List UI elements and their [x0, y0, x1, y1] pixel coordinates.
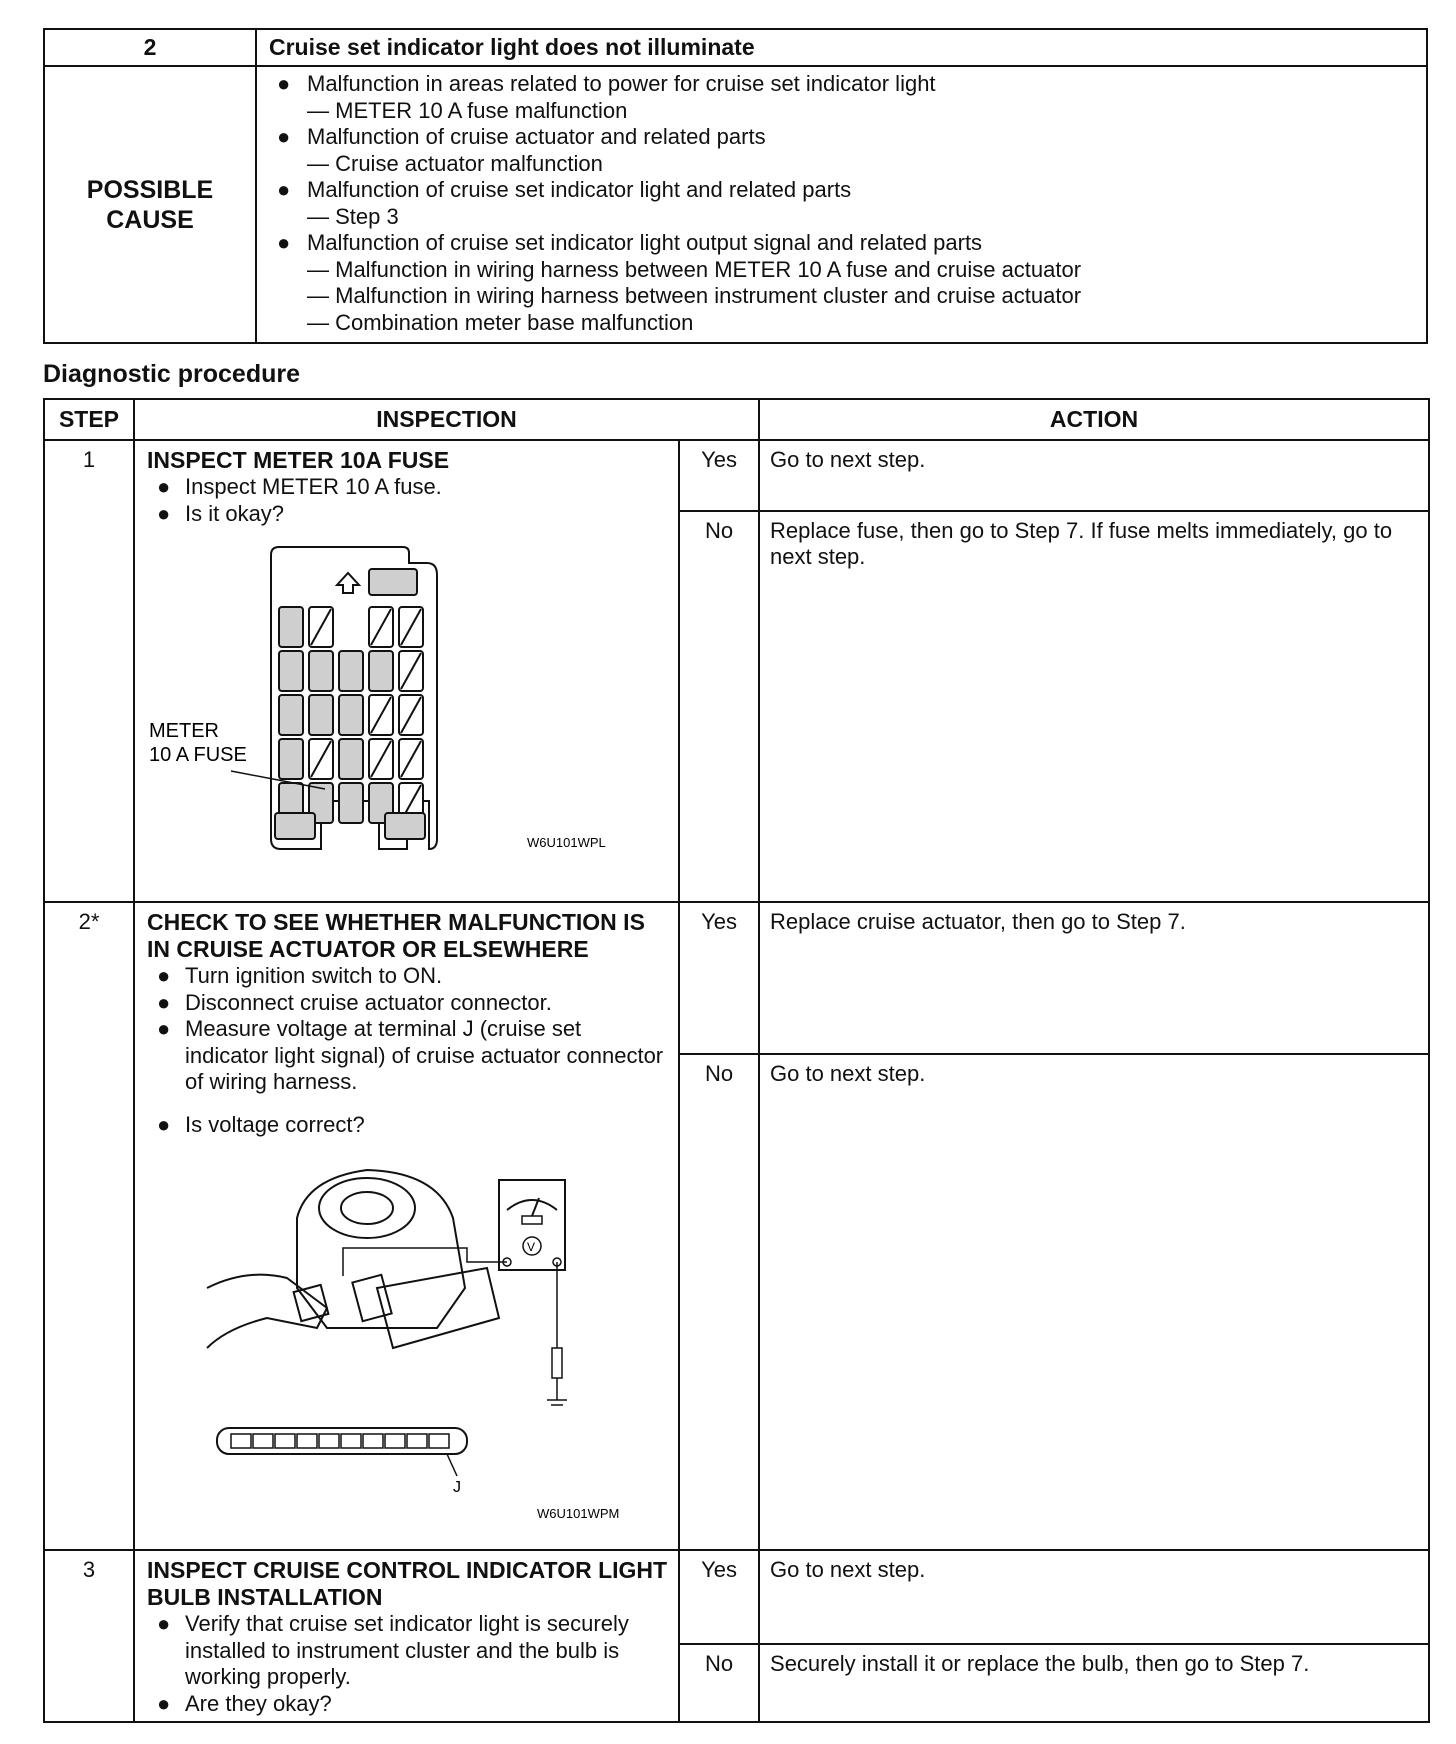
- inspection-bullet: ● Are they okay?: [157, 1690, 332, 1716]
- inspection-bullet: ● Inspect METER 10 A fuse.: [157, 474, 442, 499]
- action-header: ACTION: [759, 399, 1429, 440]
- cause-item: ● Malfunction of cruise set indicator light output signal and related parts: [277, 230, 983, 255]
- terminal-label: J: [453, 1479, 461, 1496]
- no-label: No: [679, 1644, 759, 1722]
- yes-action: Go to next step.: [759, 1550, 1429, 1644]
- fuse: [339, 651, 363, 691]
- cause-item: ● Malfunction in areas related to power for cruise set indicator light: [277, 71, 936, 96]
- yes-action: Go to next step.: [759, 440, 1429, 511]
- fuse: [339, 739, 363, 779]
- connector-terminal: [363, 1434, 383, 1448]
- yes-action: Replace cruise actuator, then go to Step 7.: [759, 902, 1429, 1054]
- inspection-bullet: ● Verify that cruise set indicator light is securely installed to instrument cluster and the bulb is working properly.: [157, 1611, 629, 1689]
- step-number: 2*: [44, 902, 134, 1550]
- diagnostic-header-row: [44, 399, 1429, 440]
- figure-code: W6U101WPM: [537, 1506, 620, 1521]
- fuse: [309, 651, 333, 691]
- step-title: INSPECT METER 10A FUSE: [147, 447, 450, 473]
- fuse: [279, 651, 303, 691]
- diagnostic-procedure-heading: Diagnostic procedure: [43, 360, 300, 388]
- figure-code: W6U101WPL: [527, 835, 606, 850]
- no-action: Replace fuse, then go to Step 7. If fuse melts immediately, go to next step.: [759, 511, 1429, 902]
- connector-terminal: [319, 1434, 339, 1448]
- step-number: 3: [44, 1550, 134, 1722]
- diagnostic-table: [43, 398, 1430, 1723]
- inspection-bullet: ● Turn ignition switch to ON.: [157, 963, 443, 988]
- connector-terminal: [253, 1434, 273, 1448]
- fuse: [279, 695, 303, 735]
- connector-terminal: [341, 1434, 361, 1448]
- yes-label: Yes: [679, 902, 759, 1054]
- cause-subitem: — Malfunction in wiring harness between instrument cluster and cruise actuator: [307, 283, 1082, 308]
- meter-symbol: V: [527, 1240, 536, 1254]
- step-title: CHECK TO SEE WHETHER MALFUNCTION IS IN CRUISE ACTUATOR OR ELSEWHERE: [147, 909, 645, 962]
- inspection-bullet: ● Disconnect cruise actuator connector.: [157, 989, 552, 1015]
- inspection-bullet: ● Is it okay?: [157, 500, 285, 526]
- cause-subitem: — Cruise actuator malfunction: [307, 150, 603, 176]
- cause-item: ● Malfunction of cruise actuator and related parts: [277, 124, 766, 149]
- yes-label: Yes: [679, 440, 759, 511]
- connector-terminal: [275, 1434, 295, 1448]
- step-inspection: [134, 902, 679, 1550]
- no-label: No: [679, 1054, 759, 1550]
- step-inspection: [134, 1550, 679, 1722]
- connector-terminal: [297, 1434, 317, 1448]
- step-inspection: [134, 440, 679, 902]
- cause-title: Cruise set indicator light does not illuminate: [256, 29, 1427, 66]
- cause-subitem: — Malfunction in wiring harness between METER 10 A fuse and cruise actuator: [307, 256, 1082, 282]
- cause-item: ● Malfunction of cruise set indicator light and related parts: [277, 177, 852, 202]
- no-action: Securely install it or replace the bulb, then go to Step 7.: [759, 1644, 1429, 1722]
- possible-cause-label: POSSIBLE CAUSE: [44, 66, 256, 343]
- no-action: Go to next step.: [759, 1054, 1429, 1550]
- step-row: [44, 1550, 1429, 1644]
- fuse: [279, 739, 303, 779]
- possible-cause-list: [256, 66, 1427, 343]
- connector-terminal: [407, 1434, 427, 1448]
- connector-terminal: [429, 1434, 449, 1448]
- fuse: [369, 651, 393, 691]
- voltage-measurement-diagram: [147, 1138, 668, 1538]
- step-row: [44, 440, 1429, 511]
- fuse: [339, 695, 363, 735]
- fuse-label: METER: [149, 720, 219, 742]
- cause-number: 2: [44, 29, 256, 66]
- fuse: [309, 695, 333, 735]
- cause-subitem: — Combination meter base malfunction: [307, 309, 694, 335]
- step-header: STEP: [44, 399, 134, 440]
- fuse: [339, 783, 363, 823]
- connector-terminal: [231, 1434, 251, 1448]
- no-label: No: [679, 511, 759, 902]
- inspection-bullet: ● Is voltage correct?: [157, 1111, 365, 1137]
- fuse-label: 10 A FUSE: [149, 744, 247, 766]
- step-title: INSPECT CRUISE CONTROL INDICATOR LIGHT BULB INSTALLATION: [147, 1557, 668, 1610]
- connector-terminal: [385, 1434, 405, 1448]
- cause-subitem: — Step 3: [307, 203, 399, 229]
- cause-subitem: — METER 10 A fuse malfunction: [307, 97, 628, 123]
- yes-label: Yes: [679, 1550, 759, 1644]
- inspection-header: INSPECTION: [134, 399, 759, 440]
- fuse: [279, 607, 303, 647]
- inspection-bullet: ● Measure voltage at terminal J (cruise set indicator light signal) of cruise actuator connector of wiring harness.: [157, 1016, 664, 1094]
- cause-table: [43, 28, 1428, 344]
- step-number: 1: [44, 440, 134, 902]
- step-row: [44, 902, 1429, 1054]
- fuse-block-diagram: [147, 527, 668, 897]
